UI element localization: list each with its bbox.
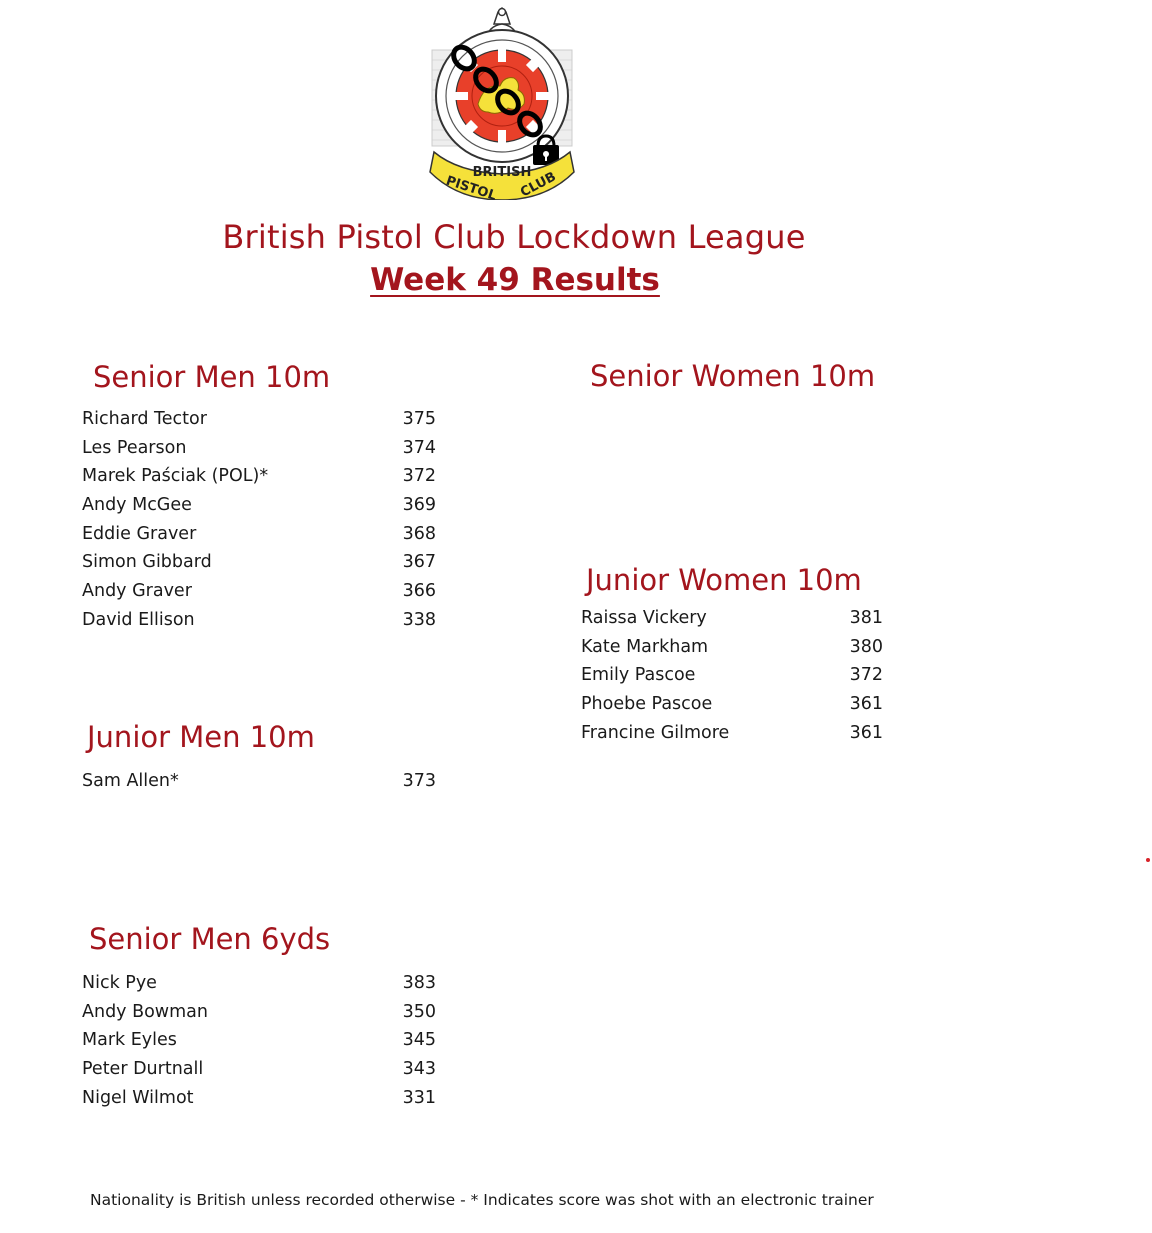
section-heading-junior-men-10m: Junior Men 10m [87, 720, 315, 754]
competitor-name: Francine Gilmore [581, 722, 730, 743]
competitor-name: Emily Pascoe [581, 665, 696, 686]
results-senior-men-10m [82, 405, 436, 635]
section-heading-senior-men-10m: Senior Men 10m [93, 360, 331, 394]
section-heading-junior-women-10m: Junior Women 10m [586, 563, 862, 597]
competitor-name: Andy Bowman [82, 1001, 208, 1022]
competitor-score: 383 [402, 973, 436, 993]
result-row [82, 1055, 436, 1084]
competitor-name: Raissa Vickery [581, 608, 707, 628]
competitor-score: 343 [402, 1059, 436, 1080]
result-row [82, 491, 436, 520]
competitor-name: Eddie Graver [82, 523, 197, 544]
competitor-name: Mark Eyles [82, 1030, 177, 1051]
competitor-score: 381 [849, 608, 883, 628]
competitor-score: 331 [402, 1087, 436, 1108]
result-row [82, 767, 436, 796]
competitor-score: 375 [402, 409, 436, 429]
page-subtitle: Week 49 Results [370, 262, 660, 298]
page-title: British Pistol Club Lockdown League [222, 218, 806, 256]
competitor-score: 380 [849, 636, 883, 657]
result-row [82, 462, 436, 491]
competitor-score: 372 [849, 665, 883, 686]
competitor-name: Les Pearson [82, 437, 187, 458]
logo-banner-word-1: BRITISH [472, 165, 532, 180]
competitor-name: Peter Durtnall [82, 1059, 204, 1080]
logo-banner-word-3: CLUB [518, 169, 559, 200]
competitor-score: 368 [402, 523, 436, 544]
result-row [581, 604, 883, 633]
competitor-name: Nigel Wilmot [82, 1087, 194, 1108]
competitor-name: Sam Allen* [82, 771, 179, 791]
competitor-name: Phoebe Pascoe [581, 694, 713, 715]
competitor-name: Kate Markham [581, 636, 709, 657]
results-junior-women-10m [581, 604, 883, 747]
result-row [82, 1084, 436, 1113]
logo-banner-word-2: PISTOL [444, 173, 499, 200]
result-row [82, 405, 436, 434]
result-row [82, 520, 436, 549]
result-row [581, 661, 883, 690]
club-logo [428, 4, 576, 200]
results-junior-men-10m [82, 767, 436, 796]
result-row [82, 969, 436, 998]
competitor-score: 361 [849, 722, 883, 743]
competitor-score: 366 [402, 581, 436, 602]
results-senior-men-6yds [82, 969, 436, 1112]
competitor-name: Andy Graver [82, 581, 192, 602]
competitor-score: 338 [402, 609, 436, 630]
competitor-score: 345 [402, 1030, 436, 1051]
competitor-score: 374 [402, 437, 436, 458]
club-crest-icon [428, 4, 576, 200]
result-row [581, 690, 883, 719]
competitor-name: Richard Tector [82, 409, 207, 429]
result-row [82, 434, 436, 463]
section-heading-senior-men-6yds: Senior Men 6yds [89, 922, 331, 956]
competitor-name: David Ellison [82, 609, 195, 630]
result-row [82, 548, 436, 577]
result-row [82, 998, 436, 1027]
competitor-name: Marek Paściak (POL)* [82, 466, 269, 487]
competitor-name: Andy McGee [82, 495, 192, 516]
competitor-name: Simon Gibbard [82, 552, 212, 573]
result-row [82, 606, 436, 635]
competitor-name: Nick Pye [82, 973, 157, 993]
result-row [82, 577, 436, 606]
result-row [581, 719, 883, 748]
red-dot-mark [1146, 858, 1150, 862]
result-row [581, 633, 883, 662]
competitor-score: 367 [402, 552, 436, 573]
section-heading-senior-women-10m: Senior Women 10m [590, 359, 876, 393]
competitor-score: 373 [402, 771, 436, 791]
competitor-score: 369 [402, 495, 436, 516]
competitor-score: 350 [402, 1001, 436, 1022]
competitor-score: 372 [402, 466, 436, 487]
result-row [82, 1026, 436, 1055]
footnote: Nationality is British unless recorded otherwise - * Indicates score was shot with an electronic trainer [90, 1191, 874, 1209]
competitor-score: 361 [849, 694, 883, 715]
